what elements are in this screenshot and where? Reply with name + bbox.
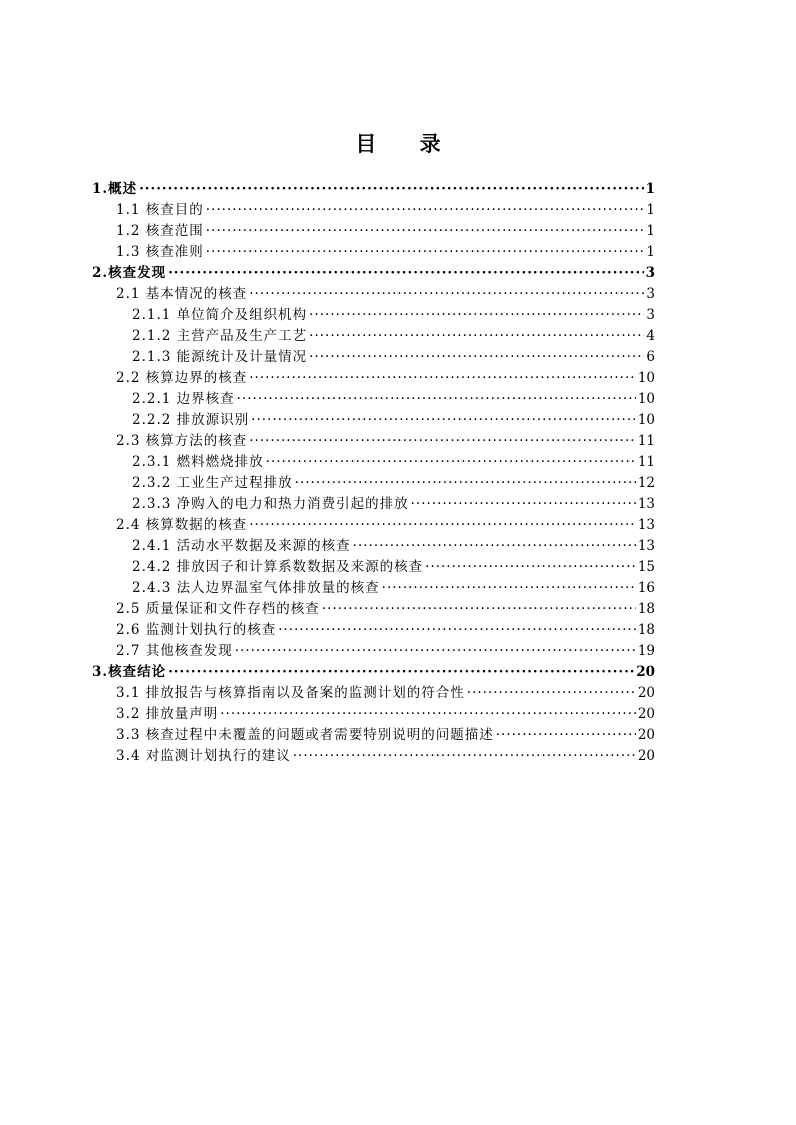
- toc-entry-page-number: 1: [645, 181, 655, 197]
- toc-entry[interactable]: [92, 200, 655, 221]
- toc-leader-dots: [496, 725, 636, 746]
- toc-entry-label: 2.3 核算方法的核查: [116, 433, 248, 449]
- toc-entry-label: 2.4.2 排放因子和计算系数数据及来源的核查: [132, 559, 424, 575]
- toc-entry-label: 2.1 基本情况的核查: [116, 286, 248, 302]
- toc-entry[interactable]: [92, 410, 655, 431]
- toc-entry-page-number: 1: [646, 244, 655, 260]
- toc-leader-dots: [467, 683, 636, 704]
- toc-entry[interactable]: [92, 368, 655, 389]
- toc-entry-label: 2.7 其他核查发现: [116, 643, 233, 659]
- toc-entry-page-number: 20: [637, 727, 655, 743]
- toc-entry-page-number: 12: [637, 475, 655, 491]
- toc-leader-dots: [309, 326, 644, 347]
- toc-leader-dots: [249, 515, 636, 536]
- toc-leader-dots: [168, 263, 644, 284]
- toc-entry-page-number: 10: [637, 391, 655, 407]
- toc-entry-label: 2.5 质量保证和文件存档的核查: [116, 601, 320, 617]
- toc-entry[interactable]: [92, 536, 655, 557]
- toc-entry[interactable]: [92, 263, 655, 284]
- toc-leader-dots: [382, 578, 636, 599]
- toc-leader-dots: [295, 473, 636, 494]
- toc-entry-label: 1.1 核查目的: [116, 202, 204, 218]
- toc-entry[interactable]: [92, 473, 655, 494]
- toc-entry[interactable]: [92, 179, 655, 200]
- toc-entry-label: 2.2 核算边界的核查: [116, 370, 248, 386]
- toc-entry-label: 3.3 核查过程中未覆盖的问题或者需要特别说明的问题描述: [116, 727, 494, 743]
- toc-leader-dots: [206, 200, 645, 221]
- toc-entry-page-number: 11: [637, 433, 655, 449]
- toc-entry[interactable]: [92, 725, 655, 746]
- toc-entry[interactable]: [92, 641, 655, 662]
- toc-entry-page-number: 20: [637, 685, 655, 701]
- toc-entry-label: 2.4.3 法人边界温室气体排放量的核查: [132, 580, 380, 596]
- toc-entry-label: 1.2 核查范围: [116, 223, 204, 239]
- toc-entry-page-number: 15: [637, 559, 655, 575]
- toc-entry[interactable]: [92, 662, 655, 683]
- toc-entry-page-number: 13: [637, 538, 655, 554]
- toc-entry[interactable]: [92, 578, 655, 599]
- toc-entry[interactable]: [92, 326, 655, 347]
- table-of-contents: [92, 179, 655, 767]
- toc-leader-dots: [235, 641, 636, 662]
- toc-entry-label: 2.4 核算数据的核查: [116, 517, 248, 533]
- toc-leader-dots: [251, 410, 636, 431]
- toc-entry-page-number: 20: [637, 748, 655, 764]
- toc-entry-label: 2.3.3 净购入的电力和热力消费引起的排放: [132, 496, 409, 512]
- toc-entry[interactable]: [92, 284, 655, 305]
- toc-entry-page-number: 19: [637, 643, 655, 659]
- toc-leader-dots: [353, 536, 636, 557]
- toc-entry-label: 2.2.2 排放源识别: [132, 412, 250, 428]
- toc-leader-dots: [309, 347, 644, 368]
- toc-entry[interactable]: [92, 305, 655, 326]
- toc-entry[interactable]: [92, 452, 655, 473]
- toc-leader-dots: [411, 494, 636, 515]
- toc-entry-page-number: 1: [646, 223, 655, 239]
- toc-leader-dots: [322, 599, 636, 620]
- toc-leader-dots: [249, 368, 636, 389]
- toc-entry-label: 2.2.1 边界核查: [132, 391, 235, 407]
- toc-leader-dots: [309, 305, 644, 326]
- toc-entry[interactable]: [92, 221, 655, 242]
- toc-entry[interactable]: [92, 347, 655, 368]
- toc-entry[interactable]: [92, 620, 655, 641]
- toc-entry-label: 2.6 监测计划执行的核查: [116, 622, 277, 638]
- toc-leader-dots: [249, 284, 644, 305]
- toc-entry-page-number: 10: [637, 370, 655, 386]
- toc-entry-label: 3.核查结论: [92, 664, 167, 680]
- toc-leader-dots: [425, 557, 636, 578]
- toc-entry-page-number: 1: [646, 202, 655, 218]
- toc-entry[interactable]: [92, 704, 655, 725]
- toc-entry-page-number: 16: [637, 580, 655, 596]
- toc-leader-dots: [237, 389, 636, 410]
- toc-entry[interactable]: [92, 242, 655, 263]
- toc-entry-page-number: 4: [646, 328, 655, 344]
- toc-entry-label: 2.核查发现: [92, 265, 167, 281]
- toc-leader-dots: [168, 662, 634, 683]
- toc-entry-label: 2.1.2 主营产品及生产工艺: [132, 328, 308, 344]
- toc-entry-label: 3.4 对监测计划执行的建议: [116, 748, 291, 764]
- toc-entry-page-number: 3: [645, 265, 655, 281]
- toc-entry-label: 2.1.1 单位简介及组织机构: [132, 307, 308, 323]
- toc-entry-page-number: 11: [637, 454, 655, 470]
- toc-leader-dots: [249, 431, 636, 452]
- toc-entry-label: 1.概述: [92, 181, 138, 197]
- toc-entry-page-number: 18: [637, 622, 655, 638]
- toc-title: 目 录: [355, 131, 459, 156]
- toc-entry-label: 1.3 核查准则: [116, 244, 204, 260]
- toc-entry-page-number: 20: [637, 706, 655, 722]
- toc-entry-label: 2.1.3 能源统计及计量情况: [132, 349, 308, 365]
- toc-entry-label: 2.4.1 活动水平数据及来源的核查: [132, 538, 351, 554]
- toc-leader-dots: [206, 242, 645, 263]
- toc-entry[interactable]: [92, 683, 655, 704]
- toc-leader-dots: [278, 620, 636, 641]
- toc-entry-label: 2.3.1 燃料燃烧排放: [132, 454, 264, 470]
- toc-entry[interactable]: [92, 599, 655, 620]
- toc-entry[interactable]: [92, 431, 655, 452]
- toc-entry[interactable]: [92, 494, 655, 515]
- toc-entry-page-number: 6: [646, 349, 655, 365]
- toc-entry-page-number: 18: [637, 601, 655, 617]
- toc-entry-page-number: 3: [646, 286, 655, 302]
- toc-leader-dots: [220, 704, 636, 725]
- toc-entry-label: 2.3.2 工业生产过程排放: [132, 475, 293, 491]
- toc-entry-page-number: 3: [646, 307, 655, 323]
- toc-entry-page-number: 13: [637, 517, 655, 533]
- toc-entry-page-number: 10: [637, 412, 655, 428]
- toc-entry-page-number: 20: [636, 664, 655, 680]
- toc-entry-label: 3.2 排放量声明: [116, 706, 219, 722]
- toc-entry-label: 3.1 排放报告与核算指南以及备案的监测计划的符合性: [116, 685, 465, 701]
- toc-entry-page-number: 13: [637, 496, 655, 512]
- toc-entry[interactable]: [92, 746, 655, 767]
- toc-leader-dots: [293, 746, 636, 767]
- toc-entry[interactable]: [92, 515, 655, 536]
- toc-leader-dots: [206, 221, 645, 242]
- toc-entry[interactable]: [92, 557, 655, 578]
- toc-leader-dots: [139, 179, 644, 200]
- toc-leader-dots: [266, 452, 636, 473]
- toc-entry[interactable]: [92, 389, 655, 410]
